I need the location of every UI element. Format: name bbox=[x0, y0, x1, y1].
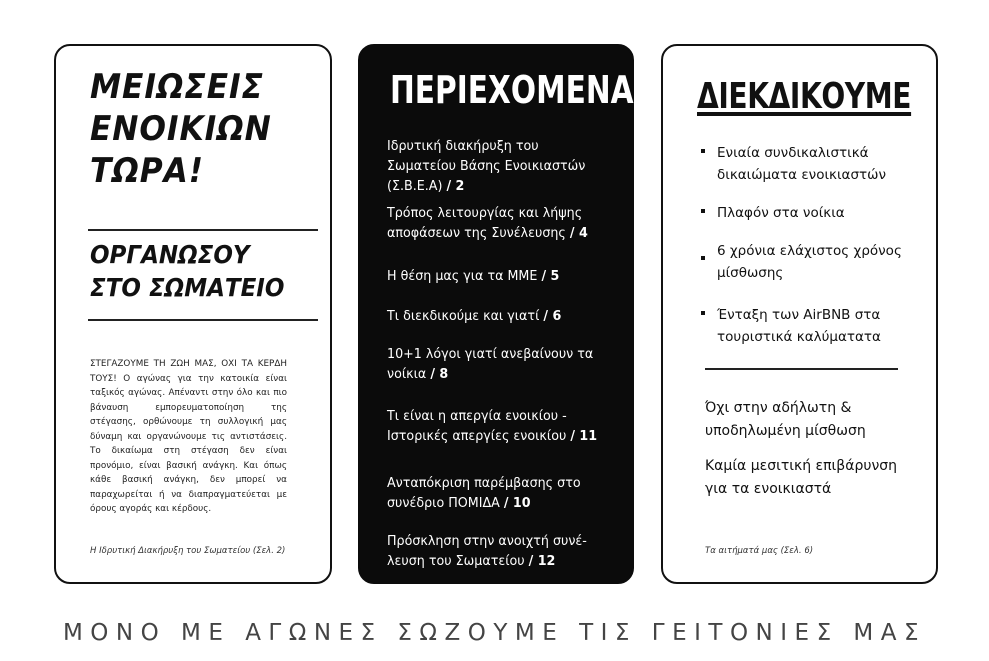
toc-item bbox=[387, 473, 605, 513]
toc-item-text: Πρόσκληση στην ανοιχτή συνέ-λευση του Σωματείου bbox=[387, 533, 587, 569]
toc-item-text: 10+1 λόγοι γιατί ανεβαίνουν τα νοίκια bbox=[387, 346, 594, 382]
demand-extra: Όχι στην αδήλωτη & υποδηλωμένη μίσθωση bbox=[705, 400, 866, 439]
demand-item bbox=[701, 304, 921, 348]
demand-item bbox=[701, 142, 921, 186]
toc-item bbox=[387, 306, 605, 326]
divider bbox=[705, 368, 898, 370]
demands-title: ΔΙΕΚΔΙΚΟΥΜΕ bbox=[697, 76, 912, 117]
bullet-icon bbox=[701, 149, 705, 153]
demand-item bbox=[701, 202, 921, 224]
bullet-icon bbox=[701, 256, 705, 260]
demand-text: Πλαφόν στα νοίκια bbox=[717, 205, 845, 221]
declaration-excerpt: ΣΤΕΓΑΖΟΥΜΕ ΤΗ ΖΩΗ ΜΑΣ, ΟΧΙ ΤΑ ΚΕΡΔΗ ΤΟΥΣ! Ο αγώνας για την κατοικία είναι ταξικός αγώνας. Απέναντι στην όλο και πιο βάναυση εμπορευματοποίηση της στέγασης, ορθώνουμε τη συλλογική μας δύναμη και οργανώνουμε τις αντιστάσεις. Το δικαίωμα στη στέγαση δεν είναι προνόμιο, είναι βασική ανάγκη. Και όπως κάθε βασική ανάγκη, δεν μπορεί να παραχωρείται ή να διαπραγματεύεται με όρους αγοράς και κέρδους. bbox=[90, 359, 287, 514]
demands-panel bbox=[661, 44, 938, 584]
toc-item-text: Τι είναι η απεργία ενοικίου - Ιστορικές απεργίες ενοικίου bbox=[387, 408, 567, 444]
demands-caption: Τα αιτήματά μας (Σελ. 6) bbox=[705, 546, 814, 556]
toc-item bbox=[387, 344, 605, 384]
bullet-icon bbox=[701, 209, 705, 213]
toc-item-page: / 12 bbox=[528, 553, 556, 569]
contents-panel bbox=[358, 44, 634, 584]
toc-item-page: / 8 bbox=[430, 366, 449, 382]
toc-item-page: / 5 bbox=[541, 268, 560, 284]
toc-item-page: / 2 bbox=[446, 178, 465, 194]
toc-item-text: Ανταπόκριση παρέμβασης στο συνέδριο ΠΟΜΙΔΑ bbox=[387, 475, 581, 511]
divider bbox=[88, 229, 318, 231]
footer-slogan: ΜΟΝΟ ΜΕ ΑΓΩΝΕΣ ΣΩΖΟΥΜΕ ΤΙΣ ΓΕΙΤΟΝΙΕΣ ΜΑΣ bbox=[62, 620, 927, 646]
toc-item bbox=[387, 406, 605, 446]
subheadline: ΟΡΓΑΝΩΣΟΥ ΣΤΟ ΣΩΜΑΤΕΙΟ bbox=[90, 240, 285, 302]
contents-title: ΠΕΡΙΕΧΟΜΕΝΑ bbox=[390, 68, 634, 112]
toc-item bbox=[387, 531, 605, 571]
toc-item-text: Ιδρυτική διακήρυξη του Σωματείου Βάσης Ενοικιαστών (Σ.Β.Ε.Α) bbox=[387, 138, 586, 194]
toc-item-text: Τρόπος λειτουργίας και λήψης αποφάσεων της Συνέλευσης bbox=[387, 205, 583, 241]
demand-item bbox=[701, 240, 921, 284]
demand-extra: Καμία μεσιτική επιβάρυνση για τα ενοικιαστά bbox=[705, 458, 898, 497]
toc-item-page: / 4 bbox=[569, 225, 588, 241]
headline: ΜΕΙΩΣΕΙΣ ΕΝΟΙΚΙΩΝ ΤΩΡΑ! bbox=[90, 67, 272, 191]
divider bbox=[88, 319, 318, 321]
toc-item-page: / 6 bbox=[543, 308, 562, 324]
toc-item bbox=[387, 203, 605, 243]
toc-item bbox=[387, 136, 605, 196]
toc-item-text: Η θέση μας για τα ΜΜΕ bbox=[387, 268, 538, 284]
toc-item bbox=[387, 266, 605, 286]
excerpt-caption: Η Ιδρυτική Διακήρυξη του Σωματείου (Σελ. 2) bbox=[90, 546, 286, 556]
toc-item-page: / 11 bbox=[570, 428, 598, 444]
toc-item-text: Τι διεκδικούμε και γιατί bbox=[387, 308, 540, 324]
toc-item-page: / 10 bbox=[503, 495, 531, 511]
bullet-icon bbox=[701, 311, 705, 315]
cover-panel bbox=[54, 44, 332, 584]
demand-text: 6 χρόνια ελάχιστος χρόνος μίσθωσης bbox=[717, 243, 902, 281]
demand-text: Ενιαία συνδικαλιστικά δικαιώματα ενοικιαστών bbox=[717, 145, 886, 183]
demand-text: Ένταξη των AirBNB στα τουριστικά καλύματατα bbox=[717, 307, 881, 345]
